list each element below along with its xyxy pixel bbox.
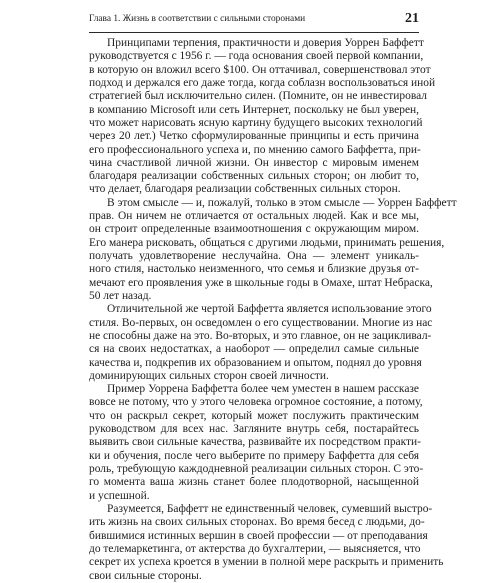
text-line: он строит определенные взаимоотношения с окружающим миром.: [89, 223, 419, 236]
text-line: благодаря реализации собственных сильных сторон; он любит то,: [89, 170, 419, 183]
text-line: в компанию Microsoft или сеть Интернет, поскольку не был уверен,: [89, 103, 419, 116]
text-line: бившимися истинных вершин в своей профессии — от преподавания: [89, 529, 428, 542]
text-line: в которую он вложил всего $100. Он оттачивал, совершенствовал этот: [89, 63, 431, 76]
text-line: 50 лет назад.: [89, 289, 152, 302]
text-line: Отличительной же чертой Баффетта является использование этого: [107, 303, 432, 316]
text-line: руководствуется с 1956 г. — года основания своей первой компании,: [89, 50, 424, 63]
text-line: Пример Уоррена Баффетта более чем уместен в нашем рассказе: [107, 383, 419, 396]
text-line: стиля. Во-первых, он осведомлен о его существовании. Многие из нас: [89, 316, 433, 329]
chapter-running-title: Глава 1. Жизнь в соответствии с сильными сторонами: [89, 14, 306, 24]
body-text: [89, 37, 457, 583]
text-line: секрет их успеха кроется в умении в полной мере раскрыть и применить: [89, 556, 444, 569]
text-line: его профессионального успеха и, по мнению самого Баффетта, при-: [89, 143, 421, 156]
paragraph: [89, 502, 444, 583]
text-line: до телемаркетинга, от актерства до бухгалтерии, — выясняется, что: [89, 542, 421, 555]
text-line: через 20 лет.) Четко сформулированные принципы и есть причина: [89, 130, 419, 143]
paragraph: [89, 196, 457, 304]
text-line: качества и, подкрепив их образованием и опытом, поднял до уровня: [89, 356, 422, 369]
text-line: Разумеется, Баффетт не единственный человек, сумевший выстро-: [107, 502, 433, 515]
text-line: подход и держался его даже тогда, когда соблазн воспользоваться иной: [89, 76, 436, 89]
text-line: прав. Он ничем не отличается от остальных людей. Как и все мы,: [89, 210, 419, 223]
text-line: мечают его проявления уже в школьные годы в Омахе, штат Небраска,: [89, 276, 433, 289]
text-line: руководством для всех нас. Загляните внутрь себя, постарайтесь: [89, 423, 419, 436]
text-line: выявить свои сильные качества, развивайте их посредством практи-: [89, 436, 421, 449]
text-line: доминирующих сильных сторон своей личности.: [89, 369, 329, 382]
page-number: 21: [405, 11, 419, 26]
text-line: го момента ваша жизнь станет более плодотворной, насыщенной: [89, 476, 419, 489]
text-line: получать удовлетворение неслучайна. Она — элемент уникаль-: [89, 250, 419, 262]
text-line: вовсе не потому, что у этого человека огромное состояние, а потому,: [89, 396, 423, 409]
paragraph: [89, 383, 424, 503]
paragraph: [89, 303, 433, 383]
text-line: ся на своих недостатках, а наоборот — определил самые сильные: [89, 343, 419, 356]
text-line: стратегией был исключительно силен. (Помните, он не инвестировал: [89, 90, 427, 103]
text-line: В этом смысле — и, пожалуй, только в этом смысле — Уоррен Баффетт: [107, 196, 457, 209]
running-header: [89, 12, 419, 33]
text-line: чина счастливой личной жизни. Он инвестор с мировым именем: [89, 156, 419, 169]
text-line: что делает, благодаря реализации собственных сильных сторон.: [89, 183, 401, 196]
text-line: не способны даже на это. Во-вторых, и это главное, он не зацикливал-: [89, 329, 432, 342]
text-line: и успешной.: [89, 489, 150, 502]
text-line: Его манера рисковать, общаться с другими людьми, принимать решения,: [89, 236, 445, 249]
text-line: роль, требующую каждодневной реализации сильных сторон. С это-: [89, 463, 424, 475]
paragraph: [89, 37, 436, 197]
text-line: ки и обучения, после чего выберите по примеру Баффетта для себя: [89, 449, 419, 462]
text-line: ить жизнь на своих сильных сторонах. Во время бесед с людьми, до-: [89, 516, 425, 529]
text-line: Принципами терпения, практичности и доверия Уоррен Баффетт: [107, 37, 424, 49]
text-line: что он раскрыл секрет, который может послужить практическим: [89, 409, 419, 422]
text-line: что может нарисовать ясную картину будущего высоких технологий: [89, 116, 423, 129]
text-line: свои сильные стороны.: [89, 569, 202, 582]
text-line: ного стиля, настолько неизменного, что семья и близкие друзья от-: [89, 263, 419, 276]
